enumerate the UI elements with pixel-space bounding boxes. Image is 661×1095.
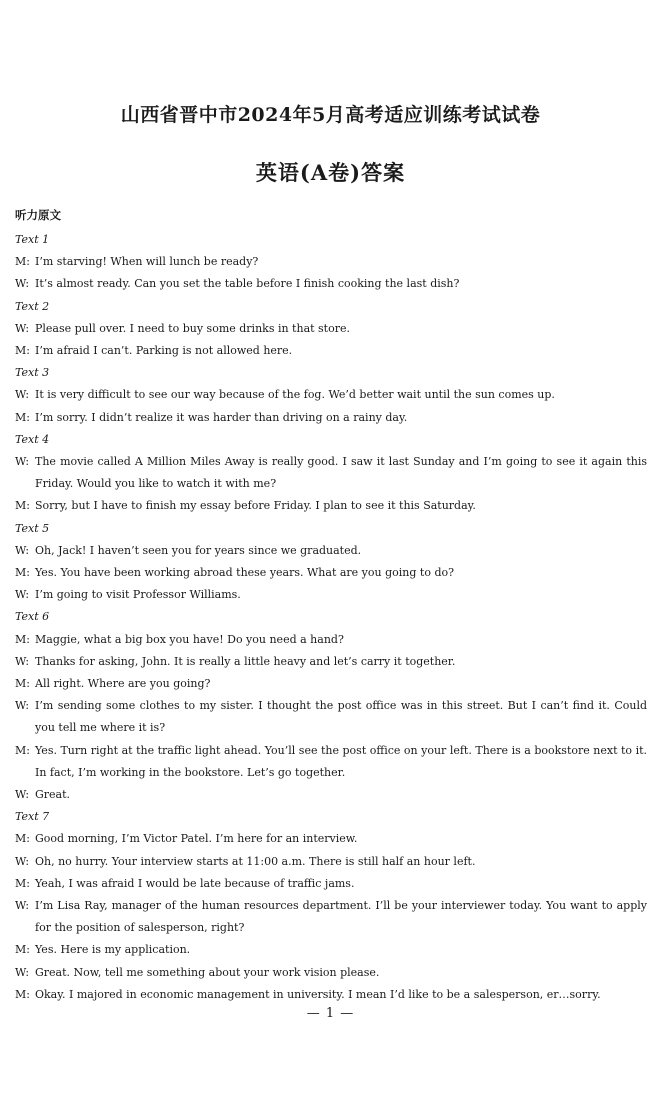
- speaker-label: W:: [15, 699, 30, 713]
- speaker-label: W:: [15, 588, 30, 602]
- speaker-label: M:: [15, 943, 30, 957]
- speaker-label: M:: [15, 832, 30, 846]
- dialogue-turn: [15, 695, 647, 739]
- speaker-label: M:: [15, 343, 30, 357]
- utterance-text: Thanks for asking, John. It is really a little heavy and let’s carry it together.: [35, 654, 456, 668]
- text-label: Text 5: [15, 521, 50, 535]
- text-label: Text 6: [15, 610, 50, 624]
- utterance-text: Good morning, I’m Victor Patel. I’m here for an interview.: [35, 832, 358, 846]
- dialogue-turn: [15, 540, 647, 562]
- dialogue-turn: [15, 651, 647, 673]
- text-label: Text 7: [15, 810, 50, 824]
- speaker-label: W:: [15, 787, 30, 801]
- utterance-text: Oh, no hurry. Your interview starts at 11:00 a.m. There is still half an hour left.: [35, 854, 476, 868]
- utterance-text: The movie called A Million Miles Away is really good. I saw it last Sunday and I’m going to see it again this Friday. Would you like to watch it with me?: [35, 454, 647, 491]
- utterance-text: Please pull over. I need to buy some drinks in that store.: [35, 321, 350, 335]
- utterance-text: Yes. Turn right at the traffic light ahead. You’ll see the post office on your left. There is a bookstore next to it. In fact, I’m working in the bookstore. Let’s go together.: [35, 743, 647, 779]
- utterance-text: Oh, Jack! I haven’t seen you for years since we graduated.: [35, 543, 362, 557]
- dialogue-turn: [15, 451, 647, 495]
- utterance-text: I’m sorry. I didn’t realize it was harder than driving on a rainy day.: [35, 410, 408, 424]
- speaker-label: W:: [15, 654, 30, 668]
- section-heading: 听力原文: [15, 208, 61, 222]
- utterance-text: I’m afraid I can’t. Parking is not allowed here.: [35, 343, 293, 357]
- dialogue-turn: [15, 407, 647, 429]
- speaker-label: M:: [15, 676, 30, 690]
- dialogue-turn: [15, 962, 647, 984]
- speaker-label: W:: [15, 543, 30, 557]
- text-label: Text 3: [15, 366, 50, 380]
- utterance-text: All right. Where are you going?: [35, 676, 211, 690]
- utterance-text: Yeah, I was afraid I would be late because of traffic jams.: [35, 876, 355, 890]
- speaker-label: M:: [15, 410, 30, 424]
- dialogue-turn: [15, 740, 647, 784]
- speaker-label: W:: [15, 854, 30, 868]
- speaker-label: M:: [15, 743, 30, 757]
- dialogue-turn: [15, 939, 647, 961]
- speaker-label: M:: [15, 565, 30, 579]
- speaker-label: M:: [15, 876, 30, 890]
- document-title: 山西省晋中市2024年5月高考适应训练考试试卷: [120, 104, 541, 126]
- dialogue-turn: [15, 895, 647, 939]
- dialogue-turn: [15, 984, 647, 1006]
- dialogue-turn: [15, 251, 647, 273]
- dialogue-turn: [15, 318, 647, 340]
- utterance-text: Okay. I majored in economic management in university. I mean I’d like to be a salesperson, er…sorry.: [35, 987, 601, 1001]
- speaker-label: M:: [15, 987, 30, 1001]
- utterance-text: I’m starving! When will lunch be ready?: [35, 255, 259, 269]
- speaker-label: W:: [15, 965, 30, 979]
- utterance-text: Sorry, but I have to finish my essay before Friday. I plan to see it this Saturday.: [35, 499, 476, 513]
- dialogue-turn: [15, 495, 647, 517]
- utterance-text: It’s almost ready. Can you set the table before I finish cooking the last dish?: [35, 277, 460, 291]
- dialogue-turn: [15, 828, 647, 850]
- speaker-label: W:: [15, 388, 30, 402]
- utterance-text: Yes. You have been working abroad these years. What are you going to do?: [35, 565, 455, 579]
- speaker-label: M:: [15, 499, 30, 513]
- dialogue-turn: [15, 629, 647, 651]
- dialogue-turn: [15, 673, 647, 695]
- speaker-label: W:: [15, 454, 30, 468]
- speaker-label: M:: [15, 632, 30, 646]
- speaker-label: W:: [15, 277, 30, 291]
- dialogue-turn: [15, 273, 647, 295]
- utterance-text: Maggie, what a big box you have! Do you need a hand?: [35, 632, 344, 646]
- utterance-text: I’m sending some clothes to my sister. I thought the post office was in this street. But I can’t find it. Could you tell me where it is?: [35, 699, 647, 735]
- utterance-text: Great.: [35, 787, 71, 801]
- text-label: Text 4: [15, 432, 50, 446]
- speaker-label: M:: [15, 255, 30, 269]
- text-label: Text 1: [15, 233, 50, 246]
- listening-transcript: [15, 229, 647, 1006]
- dialogue-turn: [15, 562, 647, 584]
- dialogue-turn: [15, 851, 647, 873]
- speaker-label: W:: [15, 321, 30, 335]
- dialogue-turn: [15, 784, 647, 806]
- speaker-label: W:: [15, 898, 30, 912]
- dialogue-turn: [15, 384, 647, 406]
- text-label: Text 2: [15, 299, 50, 313]
- dialogue-turn: [15, 584, 647, 606]
- utterance-text: I’m going to visit Professor Williams.: [35, 588, 241, 602]
- utterance-text: Yes. Here is my application.: [35, 943, 191, 957]
- page-number: — 1 —: [306, 1006, 355, 1021]
- utterance-text: It is very difficult to see our way because of the fog. We’d better wait until the sun comes up.: [35, 388, 555, 402]
- utterance-text: Great. Now, tell me something about your work vision please.: [35, 965, 380, 979]
- utterance-text: I’m Lisa Ray, manager of the human resources department. I’ll be your interviewer today. You want to apply for the position of salesperson, right?: [35, 898, 647, 935]
- document-subtitle: 英语(A卷)答案: [255, 160, 406, 185]
- dialogue-turn: [15, 340, 647, 362]
- dialogue-turn: [15, 873, 647, 895]
